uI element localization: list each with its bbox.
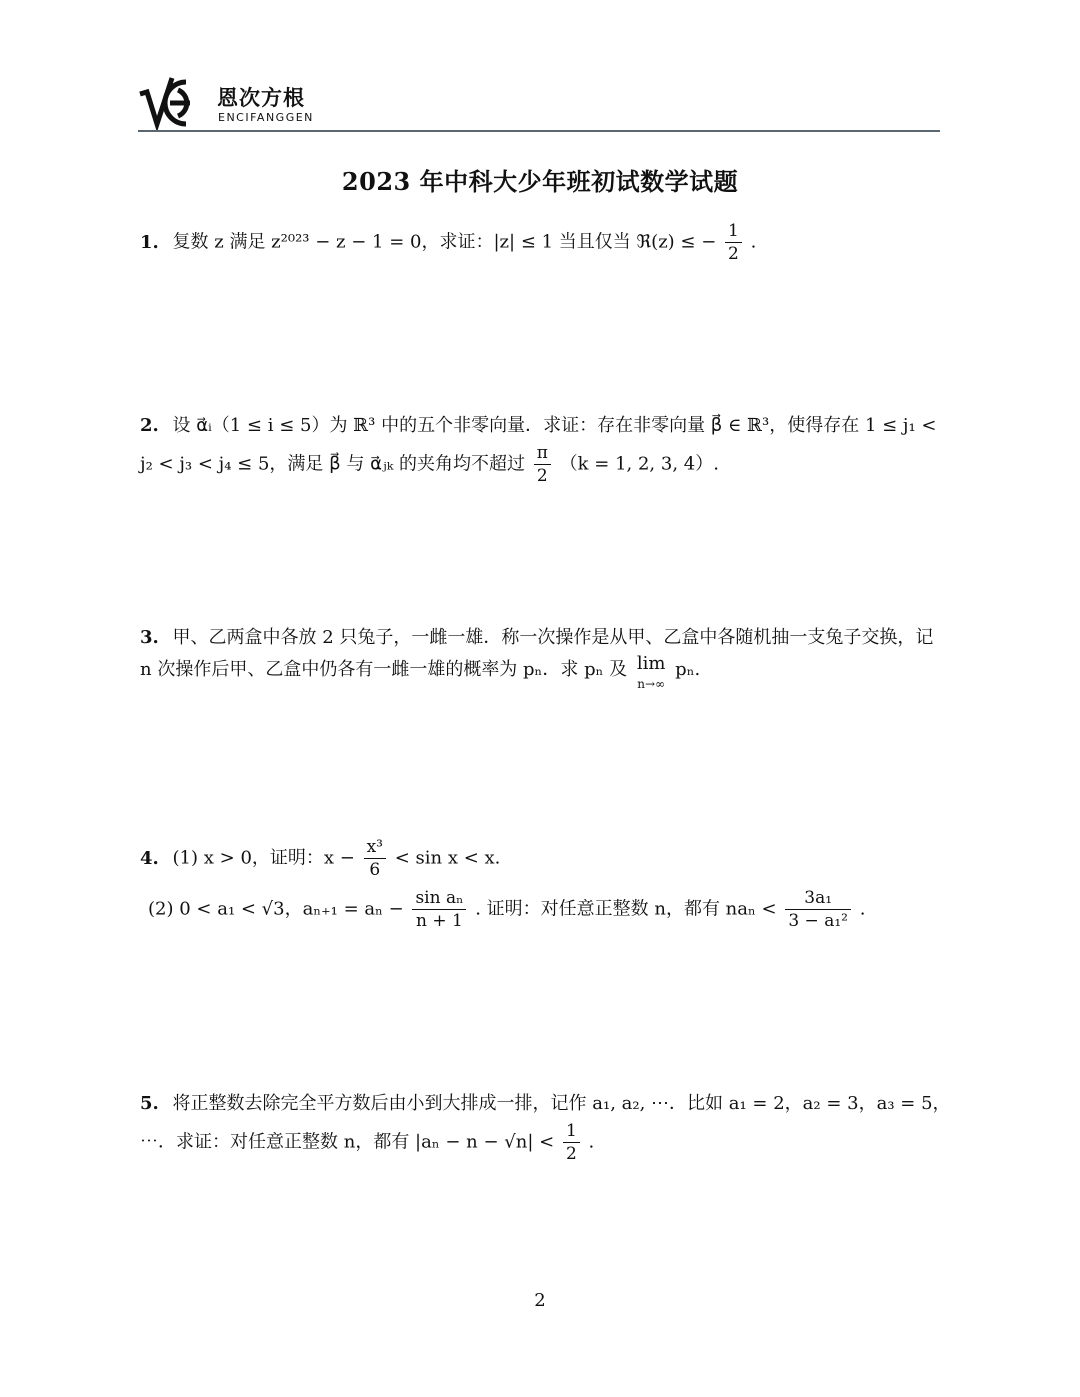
problem-text-end: . [750, 231, 757, 253]
fraction-numerator: 3a₁ [785, 887, 851, 910]
fraction-numerator: x³ [364, 836, 386, 859]
fraction-numerator: 1 [563, 1120, 580, 1143]
problem-number: 5. [140, 1093, 159, 1114]
header-divider [138, 130, 940, 132]
fraction-numerator: 1 [725, 220, 742, 243]
problem-4 [140, 836, 942, 932]
fraction [725, 220, 742, 265]
problem-number: 3. [140, 627, 159, 648]
problem-number: 4. [140, 847, 159, 869]
problem-text-end: . [859, 898, 866, 920]
header [138, 72, 940, 134]
limit-expression [637, 654, 666, 694]
fraction-numerator: sin aₙ [412, 887, 466, 910]
problem-2 [140, 410, 942, 487]
fraction-denominator: 2 [565, 1144, 577, 1164]
fraction-denominator: 6 [369, 860, 381, 880]
problem-text: 设 α⃗ᵢ（1 ≤ i ≤ 5）为 ℝ³ 中的五个非零向量．求证：存在非零向量 β⃗ ∈ ℝ³，使得存在 1 ≤ j₁ < [172, 415, 937, 436]
problem-text: 复数 z 满足 z²⁰²³ − z − 1 = 0，求证：|z| ≤ 1 当且仅当 ℜ(z) ≤ − [172, 231, 717, 253]
problem-text: n 次操作后甲、乙盒中仍各有一雌一雄的概率为 pₙ．求 pₙ 及 [140, 659, 628, 680]
problem-text-end: pₙ. [675, 659, 701, 680]
brand-name-cn: 恩次方根 [217, 86, 305, 110]
fraction [534, 442, 551, 487]
page-number: 2 [534, 1290, 546, 1311]
problem-text: 甲、乙两盒中各放 2 只兔子，一雌一雄．称一次操作是从甲、乙盒中各随机抽一支兔子交换，记 [172, 627, 934, 648]
logo-icon [138, 72, 210, 132]
fraction-denominator: 2 [536, 466, 548, 486]
part-label: (1) [172, 847, 199, 869]
limit-operator: lim [636, 653, 666, 674]
problem-5 [140, 1088, 951, 1165]
brand-name-en: ENCIFANGGEN [218, 111, 314, 124]
problem-1 [140, 220, 942, 265]
problem-text: . 证明：对任意正整数 n，都有 naₙ < [475, 898, 777, 920]
problem-text: ⋯．求证：对任意正整数 n，都有 |aₙ − n − √n| < [140, 1131, 555, 1153]
fraction [364, 836, 386, 881]
limit-subscript: n→∞ [637, 677, 666, 691]
problem-text-end: （k = 1, 2, 3, 4）. [559, 453, 719, 475]
problem-text: 将正整数去除完全平方数后由小到大排成一排，记作 a₁, a₂, ⋯．比如 a₁ = 2，a₂ = 3，a₃ = 5， [172, 1093, 951, 1114]
fraction [563, 1120, 580, 1165]
fraction-denominator: n + 1 [416, 911, 463, 931]
problem-text: 0 < a₁ < √3，aₙ₊₁ = aₙ − [179, 898, 404, 920]
problem-3 [140, 622, 942, 694]
problem-text: x > 0，证明：x − [203, 847, 355, 869]
fraction [412, 887, 466, 932]
fraction-denominator: 3 − a₁² [788, 911, 848, 931]
fraction [785, 887, 851, 932]
fraction-denominator: 2 [728, 244, 739, 264]
page-title: 2023 年中科大少年班初试数学试题 [341, 167, 739, 196]
problem-text-end: . [588, 1131, 595, 1153]
problem-number: 1. [140, 231, 159, 253]
fraction-numerator: π [534, 442, 551, 465]
part-label: (2) [148, 898, 174, 920]
problem-text: j₂ < j₃ < j₄ ≤ 5，满足 β⃗ 与 α⃗ⱼₖ 的夹角均不超过 [140, 453, 525, 475]
problem-number: 2. [140, 415, 159, 436]
problem-text-end: < sin x < x. [394, 847, 501, 869]
